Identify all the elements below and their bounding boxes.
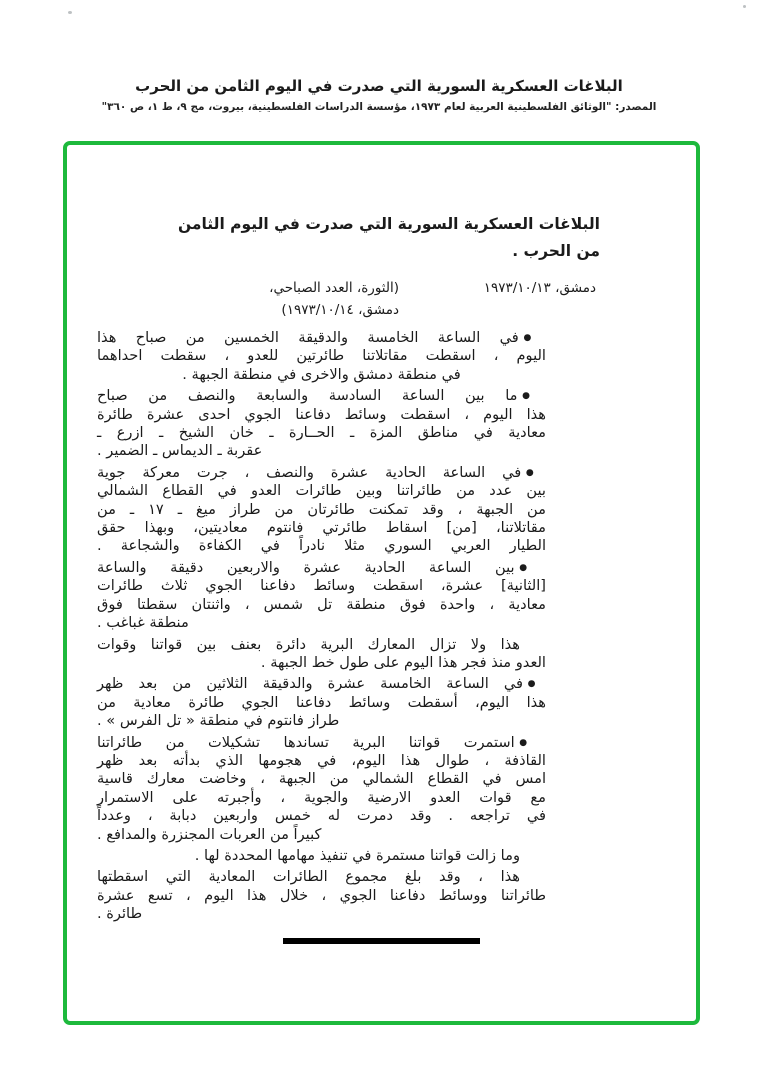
bullet-icon: ● [519,737,546,748]
document-dateline [221,277,596,321]
document-frame [63,141,700,1025]
document-body [97,329,546,924]
bullet-icon: ● [525,467,546,478]
paragraph-line: امس في القطاع الشمالي من الجبهة ، وخاضت معارك قاسية [97,770,546,788]
paragraph [97,734,546,844]
paragraph [97,464,546,556]
bullet-icon: ● [523,333,546,343]
document-heading [67,211,600,265]
paragraph [97,868,546,923]
bullet-icon: ● [522,391,546,402]
paragraph-line: ● في الساعة الخامسة والدقيقة الخمسين من صباح هذا [97,329,546,346]
dateline-citation-line1: (الثورة، العدد الصباحي، [269,280,399,296]
paragraph-line: كبيراً من العربات المجنزرة والمدافع . [97,825,322,843]
paragraph-line: مقاتلاتنا، [من] اسقاط طائرتي فانتوم معاديتين، وبهذا حقق [97,519,546,537]
scan-speck [743,5,746,8]
page-title: البلاغات العسكرية السورية التي صدرت في اليوم الثامن من الحرب [135,77,623,95]
bullet-icon: ● [519,562,546,573]
paragraph [97,329,546,384]
paragraph-line: هذا ولا تزال المعارك البرية دائرة بعنف بين قواتنا وقوات [97,635,520,653]
paragraph-line: القاذفة ، طوال هذا اليوم، في هجومها الذي بدأته بعد ظهر [97,751,546,769]
paragraph [97,387,546,461]
paragraph-line: معادية في مناطق المزة ـ الحــارة ـ خان الشيخ ـ ازرع ـ [97,424,546,442]
paragraph-line: [الثانية] عشرة، اسقطت وسائط دفاعنا الجوي ثلاث طائرات [97,577,546,595]
paragraph [97,675,546,730]
paragraph-line: هذا ، وقد بلغ مجموع الطائرات المعادية التي اسقطتها [97,868,520,886]
paragraph-line: ● بين الساعة الحادية عشرة والاربعين دقيقة والساعة [97,558,546,576]
paragraph-line: معادية ، واحدة فوق منطقة تل شمس ، واثنتان سقطتا فوق [97,595,546,613]
paragraph-line: اليوم ، اسقطت مقاتلاتنا طائرتين للعدو ، سقطت احداهما [97,347,546,365]
paragraph-line: مع قوات العدو الارضية والجوية ، وأجبرته على الاستمرار [97,788,546,806]
page-source-line: المصدر: "الوثائق الفلسطينية العربية لعام ١٩٧٣، مؤسسة الدراسات الفلسطينية، بيروت، مج ٩، ط ١، ص ٣٦٠" [101,101,657,113]
paragraph [97,559,546,633]
scan-speck [68,11,72,14]
paragraph-line: العدو منذ فجر هذا اليوم على طول خط الجبهة . [260,653,546,671]
dateline-place-date: دمشق، ١٩٧٣/١٠/١٣ [483,280,596,296]
paragraph-line: هذا اليوم، أسقطت وسائط دفاعنا الجوي طائرة معادية من [97,693,546,711]
dateline-citation [221,277,399,321]
document-heading-line2: من الحرب . [512,242,600,260]
document-heading-line1: البلاغات العسكرية السورية التي صدرت في اليوم الثامن [177,215,600,233]
paragraph-line: في تراجعه . وقد دمرت له خمس واربعين دبابة ، وعدداً [97,807,546,825]
paragraph-line: عقربة ـ الديماس ـ الضمير . [97,442,263,460]
paragraph-line: طائراتنا ووسائط دفاعنا الجوي ، خلال هذا اليوم ، تسع عشرة [97,886,546,904]
paragraph-line: هذا اليوم ، اسقطت وسائط دفاعنا الجوي احدى عشرة طائرة [97,405,546,423]
paragraph-line: ● استمرت قواتنا البرية تساندها تشكيلات من طائراتنا [97,733,546,751]
paragraph-line: من الجبهة ، وقد تمكنت طائرتان من طراز ميغ ـ ١٧ ـ من [97,500,546,518]
redaction-bar [283,938,480,944]
paragraph [97,847,546,865]
paragraph [97,636,546,673]
paragraph-line: في منطقة دمشق والاخرى في منطقة الجبهة . [182,365,461,383]
paragraph-line: ● في الساعة الخامسة عشرة والدقيقة الثلاثين من بعد ظهر [97,675,546,693]
paragraph-line: الطيار العربي السوري مثلا نادراً في الكفاءة والشجاعة . [97,537,546,555]
paragraph-line: ● في الساعة الحادية عشرة والنصف ، جرت معركة جوية [97,463,546,481]
dateline-citation-line2: دمشق، ١٩٧٣/١٠/١٤) [281,302,399,318]
paragraph-line: منطقة غباغب . [97,614,189,632]
paragraph-line: بين عدد من طائراتنا وبين طائرات العدو في القطاع الشمالي [97,482,546,500]
paragraph-line: ● ما بين الساعة السادسة والسابعة والنصف من صباح [97,387,546,405]
paragraph-line: طائرة . [97,905,143,923]
paragraph-line: طراز فانتوم في منطقة « تل الفرس » . [97,712,340,730]
paragraph-line: وما زالت قواتنا مستمرة في تنفيذ مهامها المحددة لها . [194,846,520,864]
bullet-icon: ● [527,679,546,690]
